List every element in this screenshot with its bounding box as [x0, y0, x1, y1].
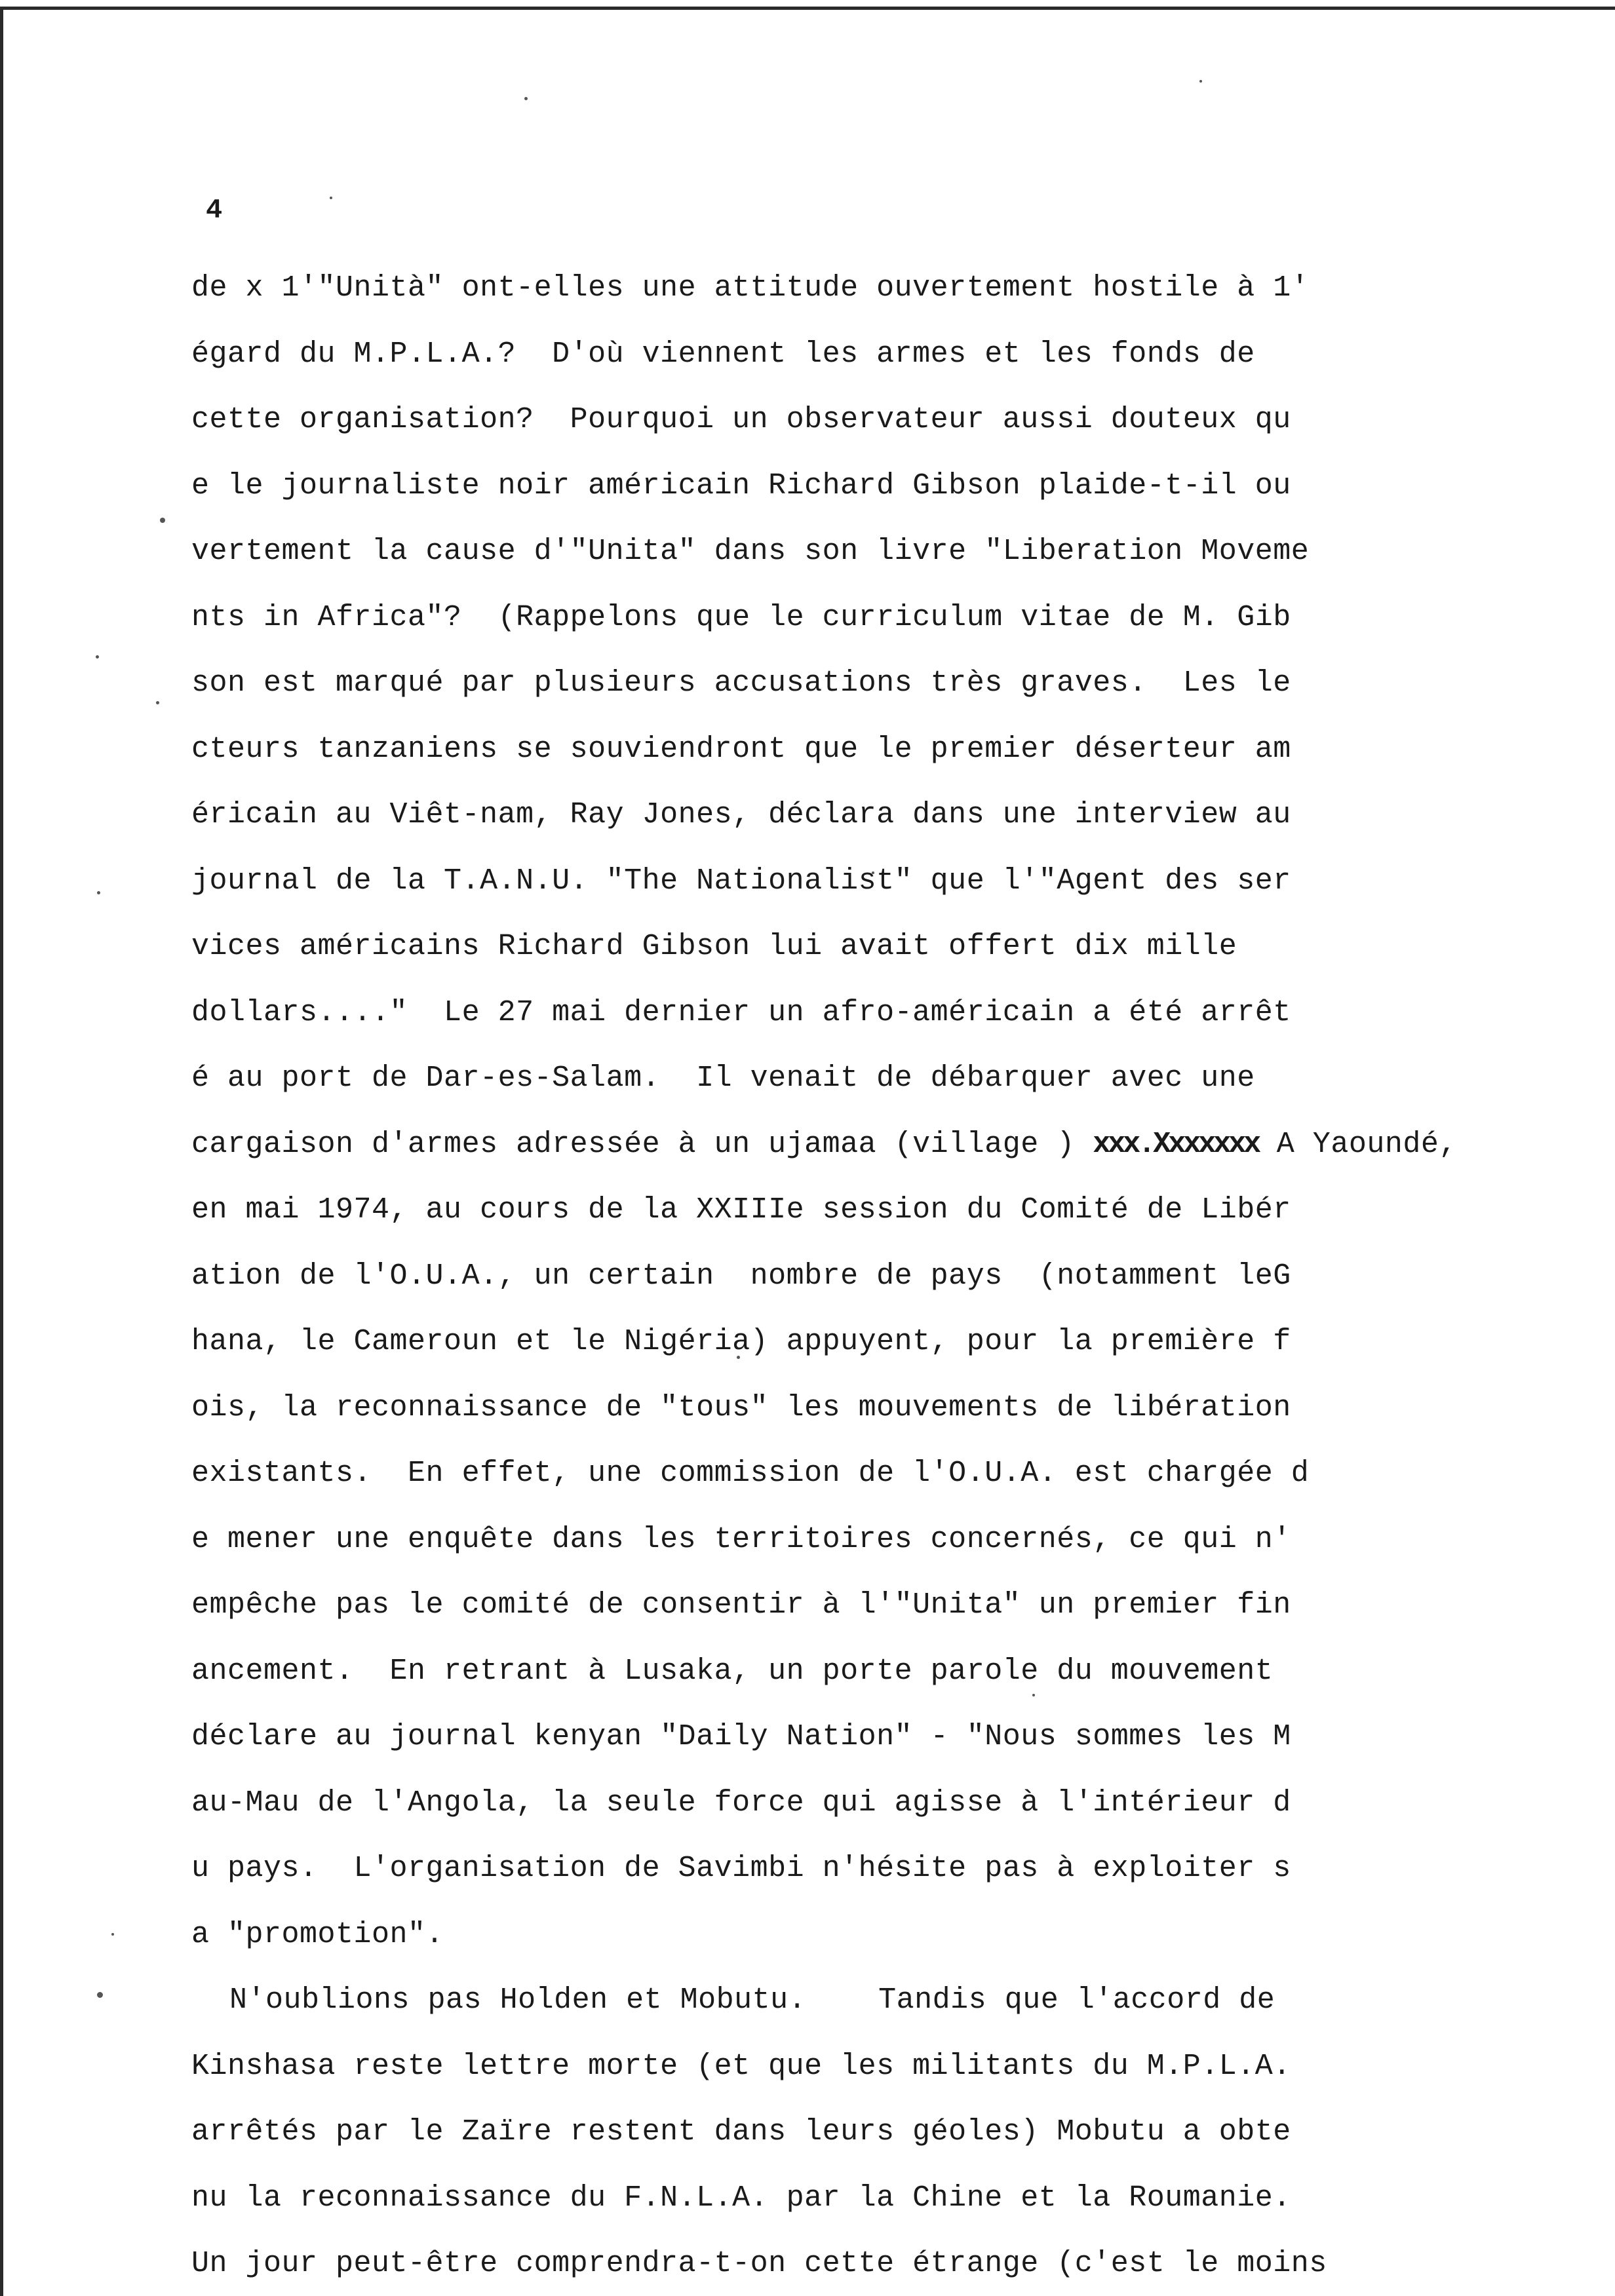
text-line-with-strikeout	[191, 1112, 1607, 1178]
text-line: Un jour peut-être comprendra-t-on cette étrange (c'est le moins	[191, 2247, 1327, 2280]
scan-speck	[524, 97, 528, 100]
scan-speck	[111, 1933, 114, 1936]
struck-out-text: xxx.Xxxxxxx	[1093, 1127, 1259, 1161]
text-line: au-Mau de l'Angola, la seule force qui agisse à l'intérieur d	[191, 1786, 1291, 1820]
text-line: éricain au Viêt-nam, Ray Jones, déclara dans une interview au	[191, 798, 1291, 832]
text-line: u pays. L'organisation de Savimbi n'hésite pas à exploiter s	[191, 1852, 1291, 1885]
text-line: a "promotion".	[191, 1917, 444, 1951]
text-line: ancement. En retrant à Lusaka, un porte parole du mouvement	[191, 1654, 1274, 1688]
text-line: égard du M.P.L.A.? D'où viennent les armes et les fonds de	[191, 337, 1255, 371]
text-line: journal de la T.A.N.U. "The Nationalist" que l'"Agent des ser	[191, 864, 1291, 898]
text-line: nts in Africa"? (Rappelons que le curriculum vitae de M. Gib	[191, 600, 1291, 634]
text-line: vices américains Richard Gibson lui avait offert dix mille	[191, 930, 1237, 963]
scan-speck	[330, 197, 332, 199]
text-line: dollars...." Le 27 mai dernier un afro-américain a été arrêt	[191, 995, 1291, 1029]
text-line: cette organisation? Pourquoi un observateur aussi douteux qu	[191, 403, 1291, 436]
text-line: é au port de Dar-es-Salam. Il venait de débarquer avec une	[191, 1062, 1255, 1095]
text-segment: cargaison d'armes adressée à un ujamaa (village )	[191, 1127, 1093, 1161]
document-body	[191, 256, 1607, 2296]
text-line: déclare au journal kenyan "Daily Nation" - "Nous sommes les M	[191, 1720, 1291, 1753]
text-line: nu la reconnaissance du F.N.L.A. par la Chine et la Roumanie.	[191, 2181, 1291, 2215]
paragraph-2	[191, 1968, 1607, 2296]
text-line: hana, le Cameroun et le Nigéria) appuyent, pour la première f	[191, 1325, 1291, 1358]
text-line: empêche pas le comité de consentir à l'"Unita" un premier fin	[191, 1588, 1291, 1622]
scan-speck	[156, 701, 159, 704]
text-line: Kinshasa reste lettre morte (et que les militants du M.P.L.A.	[191, 2049, 1291, 2083]
text-line: N'oublions pas Holden et Mobutu. Tandis que l'accord de	[229, 1983, 1275, 2017]
text-line: cteurs tanzaniens se souviendront que le premier déserteur am	[191, 732, 1291, 766]
scan-border-left	[0, 7, 3, 2296]
text-segment: A Yaoundé,	[1258, 1127, 1457, 1161]
text-line: son est marqué par plusieurs accusations très graves. Les le	[191, 666, 1291, 700]
text-line: ation de l'O.U.A., un certain nombre de pays (notamment leG	[191, 1259, 1291, 1293]
scan-speck	[1199, 80, 1202, 83]
text-line: vertement la cause d'"Unita" dans son livre "Liberation Moveme	[191, 535, 1310, 568]
page-number: 4	[206, 195, 223, 226]
paragraph-1	[191, 256, 1607, 1968]
scan-speck	[160, 518, 165, 523]
text-line: existants. En effet, une commission de l'O.U.A. est chargée d	[191, 1457, 1310, 1490]
text-line: ois, la reconnaissance de "tous" les mouvements de libération	[191, 1390, 1291, 1425]
scan-border-top	[0, 7, 1615, 10]
text-line: e mener une enquête dans les territoires concernés, ce qui n'	[191, 1522, 1291, 1556]
text-line: en mai 1974, au cours de la XXIIIe session du Comité de Libér	[191, 1193, 1291, 1227]
text-line: de x 1'"Unità" ont-elles une attitude ouvertement hostile à 1'	[191, 271, 1310, 305]
text-line: arrêtés par le Zaïre restent dans leurs géoles) Mobutu a obte	[191, 2115, 1291, 2149]
scan-speck	[97, 1992, 103, 1998]
scan-speck	[96, 655, 99, 659]
scan-speck	[97, 891, 100, 894]
text-line: e le journaliste noir américain Richard Gibson plaide-t-il ou	[191, 469, 1291, 503]
